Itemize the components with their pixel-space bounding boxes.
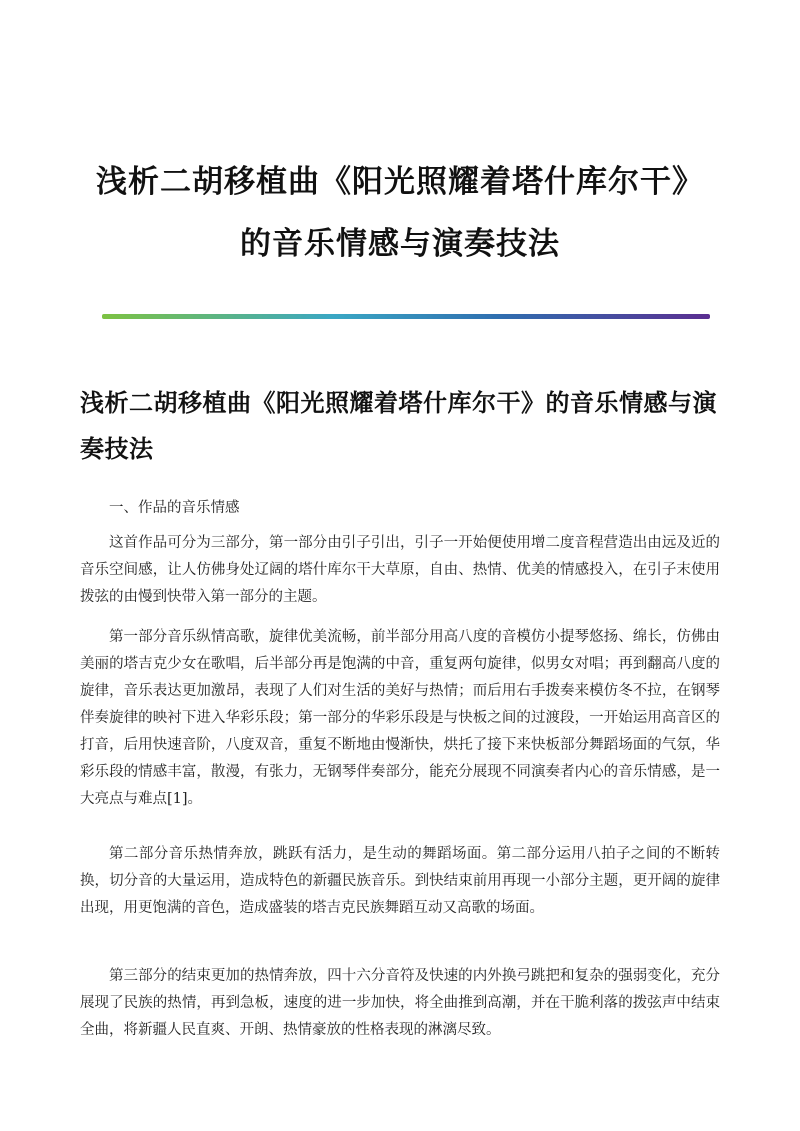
body-paragraph: 第二部分音乐热情奔放，跳跃有活力，是生动的舞蹈场面。第二部分运用八拍子之间的不断转换，切分音的大量运用，造成特色的新疆民族音乐。到快结束前用再现一小部分主题，更开阔的旋律出现，用更饱满的音色，造成盛装的塔吉克民族舞蹈互动又高歌的场面。	[80, 846, 720, 916]
cover-title-line-2: 的音乐情感与演奏技法	[240, 226, 560, 262]
body-paragraph: 第一部分音乐纵情高歌，旋律优美流畅，前半部分用高八度的音模仿小提琴悠扬、绵长，仿佛由美丽的塔吉克少女在歌唱，后半部分再是饱满的中音，重复两句旋律，似男女对唱；再到翻高八度的旋律，音乐表达更加激昂，表现了人们对生活的美好与热情；而后用右手拨奏来模仿冬不拉，在钢琴伴奏旋律的映衬下进入华彩乐段；第一部分的华彩乐段是与快板之间的过渡段，一开始运用高音区的打音，后用快速音阶，八度双音，重复不断地由慢渐快，烘托了接下来快板部分舞蹈场面的气氛，华彩乐段的情感丰富，散漫，有张力，无钢琴伴奏部分，能充分展现不同演奏者内心的音乐情感，是一大亮点与难点[1]。	[80, 629, 720, 807]
body-paragraph: 第三部分的结束更加的热情奔放，四十六分音符及快速的内外换弓跳把和复杂的强弱变化，充分展现了民族的热情，再到急板，速度的进一步加快，将全曲推到高潮，并在干脆利落的拨弦声中结束全曲，将新疆人民直爽、开朗、热情豪放的性格表现的淋漓尽致。	[80, 968, 720, 1038]
section-title: 浅析二胡移植曲《阳光照耀着塔什库尔干》的音乐情感与演奏技法	[80, 388, 717, 463]
body-paragraph: 这首作品可分为三部分，第一部分由引子引出，引子一开始便使用增二度音程营造出由远及近的音乐空间感，让人仿佛身处辽阔的塔什库尔干大草原，自由、热情、优美的情感投入，在引子末使用拨弦的由慢到快带入第一部分的主题。	[80, 535, 720, 605]
cover-title-line-1: 浅析二胡移植曲《阳光照耀着塔什库尔干》	[96, 164, 704, 200]
gradient-divider	[102, 314, 710, 319]
subheading: 一、作品的音乐情感	[109, 500, 240, 516]
